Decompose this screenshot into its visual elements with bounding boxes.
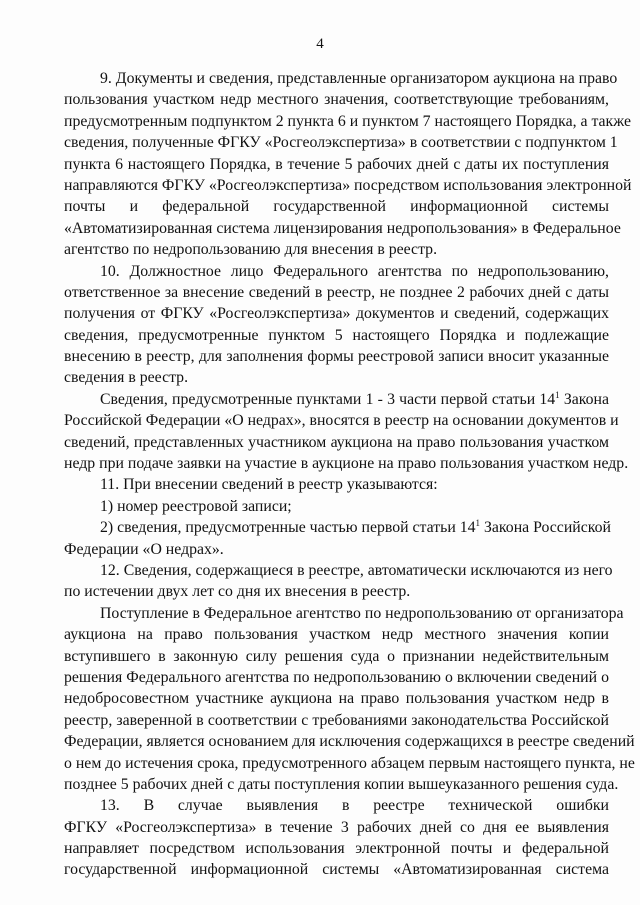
document-body <box>64 68 635 881</box>
paragraph-12-line: по истечении двух лет со дня их внесения в реестр. <box>64 583 411 601</box>
paragraph-9-line: направляются ФГКУ «Росгеолэкспертиза» посредством использования электронной <box>64 176 632 194</box>
paragraph-9-line: пункта 6 настоящего Порядка, в течение 5 рабочих дней с даты их поступления <box>64 155 609 173</box>
paragraph-9-line: 9. Документы и сведения, представленные организатором аукциона на право <box>100 70 618 87</box>
list-item-2-line: Федерации «О недрах». <box>64 540 224 558</box>
paragraph-postuplenie-line: решения Федерального агентства по недропользованию о включении сведений о <box>64 668 609 686</box>
paragraph-9-line: пользования участком недр местного значения, соответствующие требованиям, <box>64 91 609 109</box>
superscript: 1 <box>555 389 560 400</box>
paragraph-9-line: «Автоматизированная система лицензирования недропользования» в Федеральное <box>64 219 621 237</box>
page-number: 4 <box>316 36 324 52</box>
paragraph-13-line: государственной информационной системы «Автоматизированная система <box>64 861 609 879</box>
paragraph-postuplenie-line: вступившего в законную силу решения суда о признании недействительным <box>64 647 609 665</box>
paragraph-postuplenie-line: недобросовестном участнике аукциона на право пользования участком недр в <box>64 690 609 708</box>
line-text: 2) сведения, предусмотренные частью первой статьи 14 <box>100 519 476 537</box>
list-item-2-line <box>64 517 609 538</box>
paragraph-9-line: предусмотренным подпунктом 2 пункта 6 и пунктом 7 настоящего Порядка, а также <box>64 112 631 130</box>
superscript: 1 <box>475 518 481 529</box>
paragraph-10-line: получения от ФГКУ «Росгеолэкспертиза» документов и сведений, содержащих <box>64 305 609 323</box>
line-text-tail: Закона Российской <box>480 519 611 537</box>
paragraph-13-line: ФГКУ «Росгеолэкспертиза» в течение 3 рабочих дней со дня ее выявления <box>64 818 609 836</box>
paragraph-11-line: 11. При внесении сведений в реестр указываются: <box>100 476 438 494</box>
paragraph-9-line: почты и федеральной государственной информационной системы <box>64 198 609 216</box>
paragraph-10-line: сведения, предусмотренные пунктом 5 настоящего Порядка и подлежащие <box>64 326 609 344</box>
paragraph-svedeniya-line <box>64 389 609 410</box>
line-text-tail: Закона <box>559 390 609 408</box>
paragraph-svedeniya-line: Российской Федерации «О недрах», вносятся в реестр на основании документов и <box>64 412 619 430</box>
list-item-1: 1) номер реестровой записи; <box>100 497 292 515</box>
paragraph-postuplenie-line: реестр, заверенной в соответствии с требованиями законодательства Российской <box>64 711 609 729</box>
line-text: Сведения, предусмотренные пунктами 1 - 3 части первой статьи 14 <box>100 390 556 408</box>
paragraph-10-line: ответственное за внесение сведений в реестр, не позднее 2 рабочих дней с даты <box>64 283 609 301</box>
paragraph-postuplenie-line: Поступление в Федеральное агентство по недропользованию от организатора <box>100 604 624 622</box>
paragraph-10-line: 10. Должностное лицо Федерального агентства по недропользованию, <box>100 262 609 280</box>
paragraph-postuplenie-line: аукциона на право пользования участком недр местного значения копии <box>64 626 609 644</box>
paragraph-9-line: сведения, полученные ФГКУ «Росгеолэкспертиза» в соответствии с подпунктом 1 <box>64 134 618 152</box>
paragraph-svedeniya-line: недр при подаче заявки на участие в аукционе на право пользования участком недр. <box>64 455 629 473</box>
paragraph-postuplenie-line: о нем до истечения срока, предусмотренного абзацем первым настоящего пункта, не <box>64 754 635 772</box>
paragraph-12-line: 12. Сведения, содержащиеся в реестре, автоматически исключаются из него <box>100 561 613 579</box>
paragraph-13-line: 13. В случае выявления в реестре технической ошибки <box>100 797 609 815</box>
paragraph-10-line: сведения в реестр. <box>64 369 189 387</box>
paragraph-13-line: направляет посредством использования электронной почты и федеральной <box>64 840 609 858</box>
paragraph-10-line: внесению в реестр, для заполнения формы реестровой записи вносит указанные <box>64 348 609 366</box>
paragraph-postuplenie-line: позднее 5 рабочих дней с даты поступления копии вышеуказанного решения суда. <box>64 775 619 793</box>
paragraph-postuplenie-line: Федерации, является основанием для исключения содержащихся в реестре сведений <box>64 733 635 751</box>
paragraph-svedeniya-line: сведений, представленных участником аукциона на право пользования участком <box>64 433 609 451</box>
paragraph-9-line: агентство по недропользованию для внесения в реестр. <box>64 241 438 259</box>
